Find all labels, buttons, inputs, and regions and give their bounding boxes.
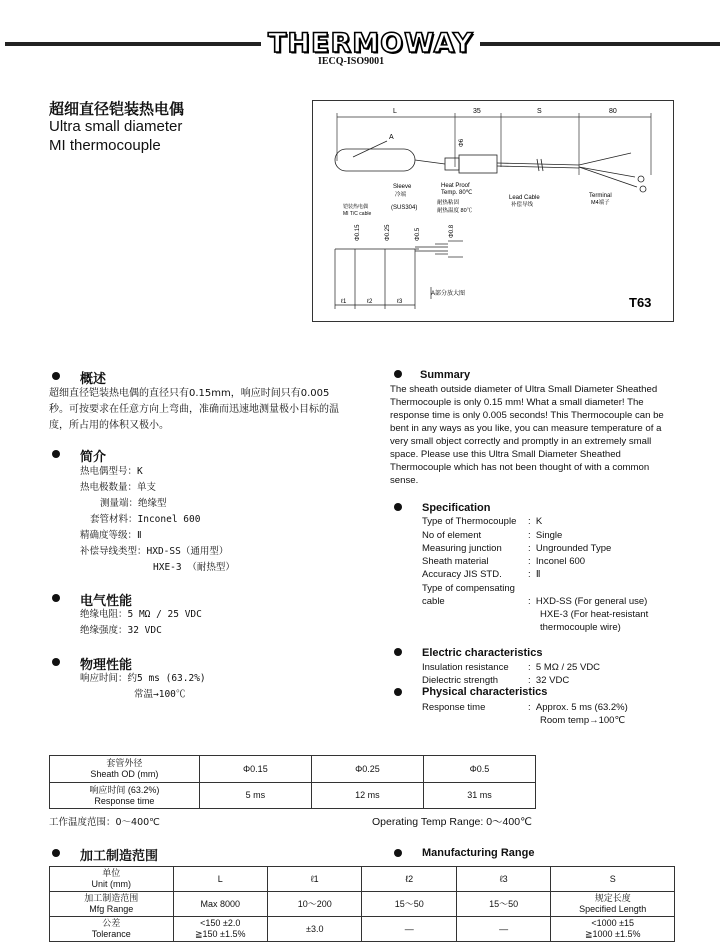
company-logo: THERMOWAY (268, 28, 474, 59)
table-cell: 12 ms (311, 783, 423, 809)
spec-heading: Specification (422, 502, 491, 514)
dim-80-label: 80 (609, 108, 617, 115)
bullet-electric-en (394, 648, 402, 656)
table-cell: Max 8000 (173, 892, 267, 917)
table-cell (551, 917, 675, 942)
heat-proof-en-label: Heat Proof (441, 183, 470, 189)
spec-label: Type of compensating (422, 583, 515, 594)
bullet-summary (394, 370, 402, 378)
specified-length-cn: 规定长度 (594, 893, 631, 903)
unit-en: Unit (mm) (91, 879, 132, 889)
callout-a-label: A (389, 134, 394, 141)
spec-value: : Inconel 600 (528, 556, 586, 567)
unit-cn: 单位 (102, 868, 121, 878)
table-cell: S (551, 867, 675, 892)
physical-en-heading: Physical characteristics (422, 686, 548, 698)
header-rule-right (480, 42, 720, 46)
spec-value: : Single (528, 530, 563, 541)
sheath-od-en: Sheath OD (mm) (90, 769, 159, 779)
diameter-05-label: Φ0.5 (415, 227, 421, 241)
electric-cn-heading: 电气性能 (80, 594, 133, 609)
operating-temp-en: Operating Temp Range: 0～400℃ (372, 816, 532, 828)
dim-s-label: S (537, 108, 542, 115)
brief-line: 热电偶型号：K (80, 466, 143, 477)
table-cell: 15～50 (362, 892, 456, 917)
spec-label: cable (422, 596, 445, 607)
spec-value: thermocouple wire) (540, 622, 621, 633)
spec-value: : Ⅱ (528, 569, 541, 580)
terminal-cn-label: M4端子 (591, 200, 610, 206)
physical-en-value: Room temp→100℃ (540, 715, 626, 726)
product-title-en-1: Ultra small diameter (49, 118, 183, 135)
electric-en-heading: Electric characteristics (422, 647, 543, 659)
length-l3-label: ℓ3 (397, 299, 403, 305)
spec-label: Type of Thermocouple (422, 516, 517, 527)
table-header-cell (50, 756, 200, 783)
table-header-cell (50, 783, 200, 809)
table-header-cell (50, 892, 174, 917)
certification-label: IECQ-ISO9001 (318, 56, 385, 67)
physical-cn-line: 响应时间：约5 ms (63.2%) (80, 673, 206, 684)
phi6-label: Φ6 (459, 138, 465, 147)
manufacturing-range-table (49, 866, 675, 942)
electric-cn-line: 绝缘强度：32 VDC (80, 625, 162, 636)
diameter-015-label: Φ0.15 (355, 224, 361, 241)
table-cell: ±3.0 (268, 917, 362, 942)
tolerance-en: Tolerance (91, 929, 131, 939)
physical-cn-heading: 物理性能 (80, 658, 133, 673)
table-cell: ℓ2 (362, 867, 456, 892)
electric-en-value: : 32 VDC (528, 675, 570, 686)
sleeve-en-label: Sleeve (393, 184, 412, 190)
response-time-table (49, 755, 536, 809)
spec-value: : K (528, 516, 543, 527)
sleeve-cn-label: 冷端 (395, 192, 407, 198)
table-cell: Φ0.15 (199, 756, 311, 783)
bullet-electric-cn (52, 594, 60, 602)
summary-text: The sheath outside diameter of Ultra Small Diameter Sheathed Thermocouple is only 0.15 mm! What a small diameter! The response time is only 0.005 seconds! This Thermocouple can be bent in any ways as you like, you can measure temperature of a very small object correctly and promptly in an extremely small space. Please use this Ultra Small Diameter Sheathed Thermocouple which has not been thought of with a common sense. (390, 384, 664, 486)
table-header-cell (50, 867, 174, 892)
sleeve-material-label: (SUS304) (391, 205, 418, 211)
heat-proof-cn2-label: 耐热温度 80℃ (437, 208, 473, 214)
tolerance-l-1: <150 ±2.0 (200, 918, 241, 928)
brief-line: 热电极数量：单支 (80, 482, 157, 493)
bullet-spec (394, 503, 402, 511)
terminal-en-label: Terminal (589, 193, 612, 199)
table-cell: — (362, 917, 456, 942)
physical-cn-line: 常温→100℃ (134, 689, 186, 700)
bullet-overview (52, 372, 60, 380)
brief-line: 测量端：绝缘型 (100, 498, 167, 509)
bullet-physical-en (394, 688, 402, 696)
dim-35-label: 35 (473, 108, 481, 115)
mfg-heading-cn: 加工制造范围 (80, 849, 159, 864)
electric-cn-line: 绝缘电阻：5 MΩ / 25 VDC (80, 609, 202, 620)
electric-en-label: Dielectric strength (422, 675, 499, 686)
tolerance-l-2: ≧150 ±1.5% (195, 929, 246, 939)
table-cell (173, 917, 267, 942)
product-title-en-2: MI thermocouple (49, 137, 161, 154)
table-header-cell (50, 917, 174, 942)
model-number: T63 (629, 295, 652, 310)
tolerance-s-1: <1000 ±15 (591, 918, 635, 928)
heat-proof-cn1-label: 耐热粘固 (437, 200, 460, 206)
table-cell: Φ0.25 (311, 756, 423, 783)
technical-drawing (312, 100, 674, 322)
brief-heading: 简介 (80, 450, 107, 465)
table-cell (551, 892, 675, 917)
overview-text: 超细直径铠装热电偶的直径只有0.15mm，响应时间只有0.005秒。可按要求在任意方向上弯曲，准确而迅速地测量极小目标的温度，所占用的体积又极小。 (49, 388, 339, 431)
bullet-mfg-cn (52, 849, 60, 857)
operating-temp-cn: 工作温度范围：0～400℃ (49, 817, 160, 828)
tolerance-cn: 公差 (102, 918, 121, 928)
bullet-brief (52, 450, 60, 458)
electric-en-label: Insulation resistance (422, 662, 509, 673)
spec-value: : Ungrounded Type (528, 543, 612, 554)
summary-heading: Summary (420, 369, 471, 381)
response-time-en: Response time (94, 795, 155, 806)
heat-proof-temp-label: Temp. 80℃ (441, 190, 473, 196)
lead-cable-en-label: Lead Cable (509, 195, 540, 201)
diameter-08-label: Φ0.8 (449, 224, 455, 238)
table-cell: — (456, 917, 550, 942)
specified-length-en: Specified Length (579, 904, 647, 914)
header-rule-left (5, 42, 261, 46)
physical-en-label: Response time (422, 702, 486, 713)
length-l2-label: ℓ2 (367, 299, 373, 305)
table-cell: 15～50 (456, 892, 550, 917)
range-en: Mfg Range (89, 904, 134, 914)
brief-line: 补偿导线类型：HXD-SS（通用型） (80, 546, 229, 557)
spec-value: HXE-3 (For heat-resistant (540, 609, 649, 620)
brief-line: HXE-3 （耐热型） (153, 562, 235, 573)
bullet-physical-cn (52, 658, 60, 666)
bullet-mfg-en (394, 849, 402, 857)
dim-l-label: L (393, 108, 397, 115)
tolerance-s-2: ≧1000 ±1.5% (584, 929, 641, 939)
lead-cable-cn-label: 补偿导线 (511, 202, 534, 208)
table-cell: ℓ3 (456, 867, 550, 892)
table-cell: ℓ1 (268, 867, 362, 892)
range-cn: 加工制造范围 (84, 893, 139, 903)
spec-label: Measuring junction (422, 543, 502, 554)
brief-line: 套管材料：Inconel 600 (90, 514, 201, 525)
electric-en-value: : 5 MΩ / 25 VDC (528, 662, 601, 673)
diameter-025-label: Φ0.25 (385, 224, 391, 241)
table-cell: 10～200 (268, 892, 362, 917)
table-cell: 31 ms (423, 783, 535, 809)
spec-value: : HXD-SS (For general use) (528, 596, 648, 607)
enlarge-label: A部分放大图 (431, 291, 466, 297)
length-l1-label: ℓ1 (341, 299, 347, 305)
spec-label: Sheath material (422, 556, 489, 567)
overview-heading: 概述 (80, 372, 107, 387)
brief-line: 精确度等级：Ⅱ (80, 530, 142, 541)
sheath-od-cn: 套管外径 (106, 758, 143, 768)
mfg-heading-en: Manufacturing Range (422, 847, 535, 859)
spec-label: Accuracy JIS STD. (422, 569, 502, 580)
response-time-cn: 响应时间 (63.2%) (89, 784, 160, 795)
table-cell: L (173, 867, 267, 892)
table-cell: 5 ms (199, 783, 311, 809)
table-cell: Φ0.5 (423, 756, 535, 783)
product-title-cn: 超细直径铠装热电偶 (49, 100, 185, 118)
mi-en-label: MI T/C cable (343, 211, 372, 217)
physical-en-value: : Approx. 5 ms (63.2%) (528, 702, 628, 713)
spec-label: No of element (422, 530, 482, 541)
mi-cn-label: 铠装热电偶 (343, 204, 369, 210)
